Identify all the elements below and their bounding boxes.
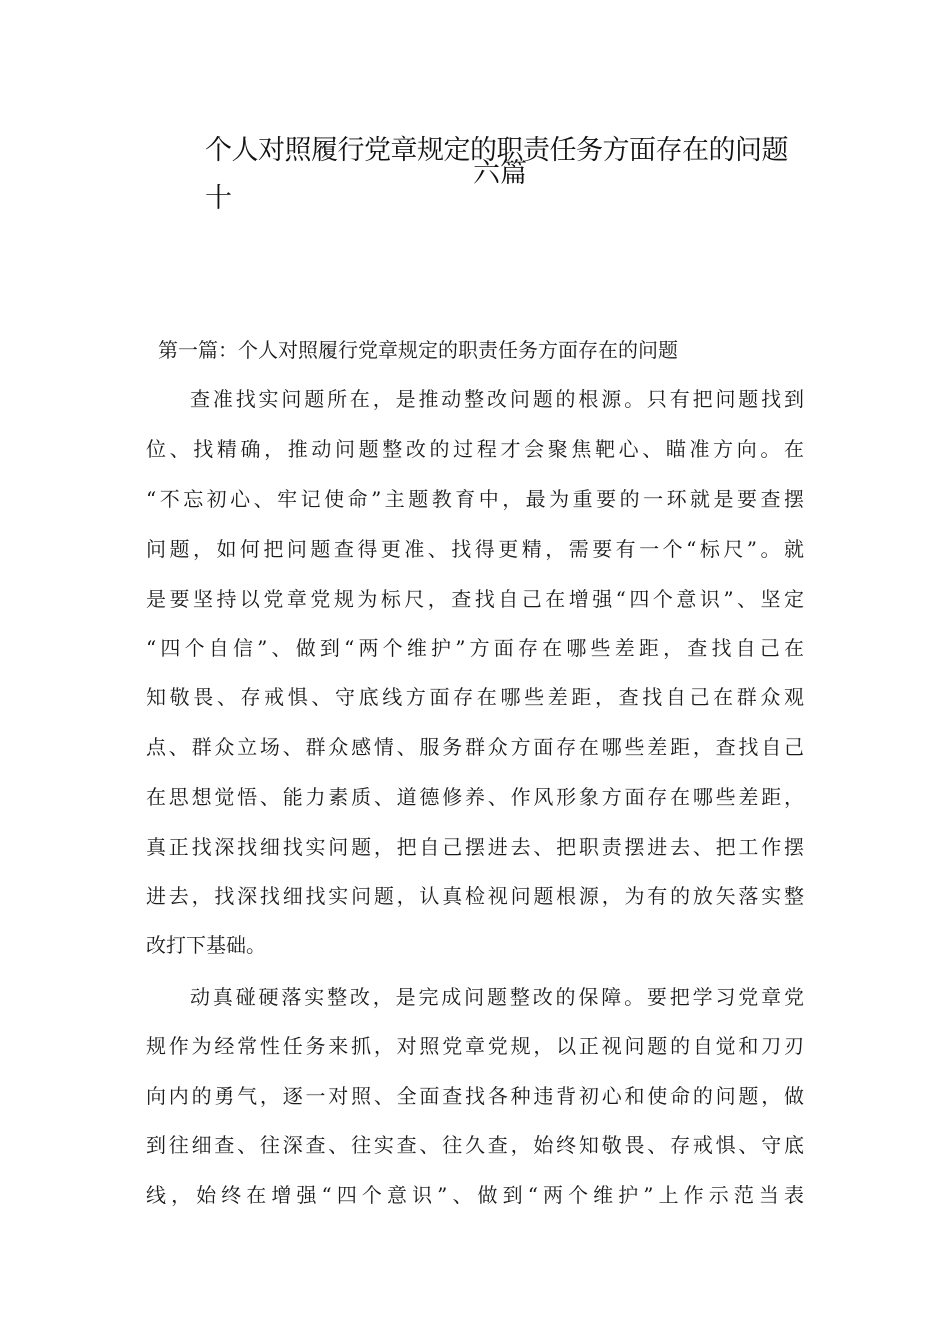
paragraph-line: 进去，找深找细找实问题，认真检视问题根源，为有的放矢落实整 (146, 884, 804, 908)
document-title-line-1: 个人对照履行党章规定的职责任务方面存在的问题十 (205, 135, 788, 214)
document-title-line-2: 六篇 (473, 158, 527, 189)
paragraph-line: 是要坚持以党章党规为标尺，查找自己在增强“四个意识”、坚定 (146, 587, 804, 611)
paragraph-line: 查准找实问题所在，是推动整改问题的根源。只有把问题找到 (190, 387, 804, 411)
paragraph-line: “不忘初心、牢记使命”主题教育中，最为重要的一环就是要查摆 (146, 487, 804, 511)
paragraph-line: 线，始终在增强“四个意识”、做到“两个维护”上作示范当表 (146, 1183, 804, 1207)
paragraph-line: 向内的勇气，逐一对照、全面查找各种违背初心和使命的问题，做 (146, 1084, 804, 1108)
paragraph-line: 到往细查、往深查、往实查、往久查，始终知敬畏、存戒惧、守底 (146, 1133, 804, 1157)
paragraph-line: “四个自信”、做到“两个维护”方面存在哪些差距，查找自己在 (146, 636, 804, 660)
paragraph-line: 点、群众立场、群众感情、服务群众方面存在哪些差距，查找自己 (146, 735, 804, 759)
paragraph-line: 在思想觉悟、能力素质、道德修养、作风形象方面存在哪些差距， (146, 785, 804, 809)
paragraph-line: 动真碰硬落实整改，是完成问题整改的保障。要把学习党章党 (190, 985, 804, 1009)
paragraph-line: 真正找深找细找实问题，把自己摆进去、把职责摆进去、把工作摆 (146, 835, 804, 859)
paragraph-line: 规作为经常性任务来抓，对照党章党规，以正视问题的自觉和刀刃 (146, 1034, 804, 1058)
paragraph-line: 知敬畏、存戒惧、守底线方面存在哪些差距，查找自己在群众观 (146, 685, 804, 709)
paragraph-line: 改打下基础。 (146, 933, 266, 957)
paragraph-line: 问题，如何把问题查得更准、找得更精，需要有一个“标尺”。就 (146, 537, 804, 561)
section-heading: 第一篇：个人对照履行党章规定的职责任务方面存在的问题 (158, 338, 678, 362)
paragraph-line: 位、找精确，推动问题整改的过程才会聚焦靶心、瞄准方向。在 (146, 437, 804, 461)
